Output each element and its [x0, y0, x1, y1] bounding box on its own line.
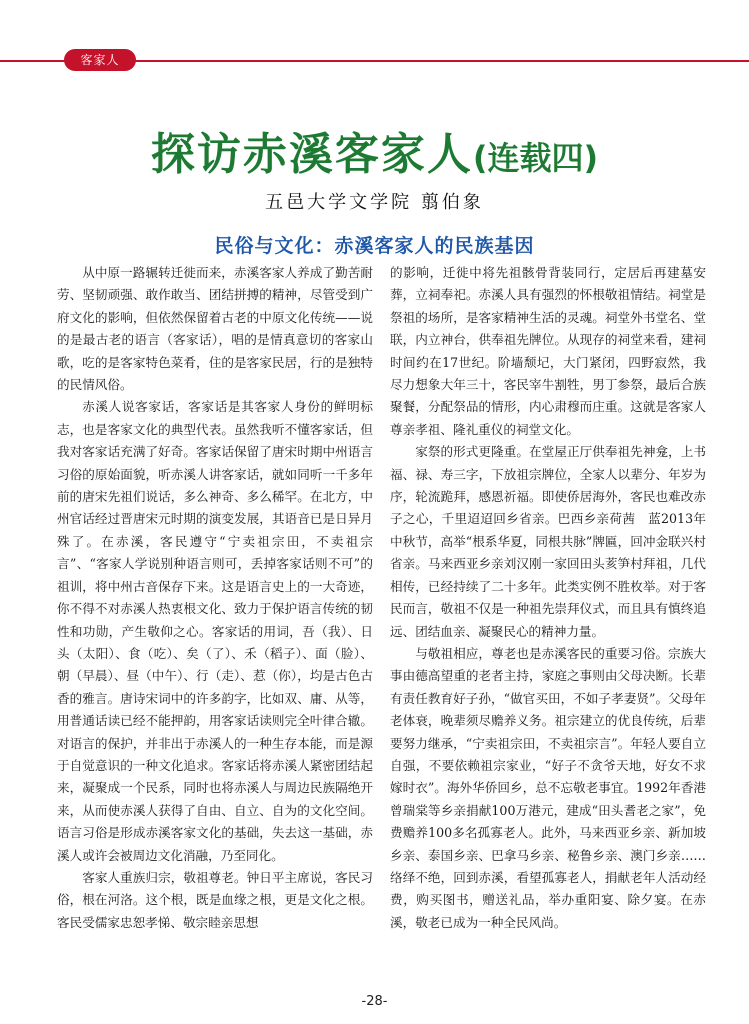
column-tag: 客家人: [64, 49, 136, 71]
paragraph: 家祭的形式更隆重。在堂屋正厅供奉祖先神龛，上书福、禄、寿三字，下放祖宗牌位，全家人以辈分、年岁为序，轮流跪拜，感恩祈福。即使侨居海外，客民也难改赤子之心，千里迢迢回乡省亲。巴西乡亲荷茜 蓝2013年中秋节，高举“根系华夏，同根共脉”牌匾，回冲金联兴村省亲。马来西亚乡亲刘汉刚一家回田头荄笋村拜祖，几代相传，已经持续了二十多年。此类实例不胜枚举。对于客民而言，敬祖不仅是一种祖先崇拜仪式，而且具有慎终追远、团结血亲、凝聚民心的精神力量。: [390, 444, 706, 639]
paragraph: 赤溪人说客家话，客家话是其客家人身份的鲜明标志，也是客家文化的典型代表。虽然我听不懂客家话，但我对客家话充满了好奇。客家话保留了唐宋时期中州语言习俗的原始面貌，听赤溪人讲客家话，就如同听一千多年前的唐宋先祖们说话，多么神奇、多么稀罕。在北方，中州官话经过晋唐宋元时期的演变发展，其语音已是日异月殊了。在赤溪，客民遵守“宁卖祖宗田，不卖祖宗言”、“客家人学说别种语言则可，丢掉客家话则不可”的祖训，将中州古音保存下来。这是语言史上的一大奇迹，你不得不对赤溪人热衷根文化、致力于保护语言传统的韧性和功勋，产生敬仰之心。客家话的用词，吾（我）、日头（太阳）、食（吃）、矣（了）、禾（稻子）、面（脸）、朝（早晨）、昼（中午）、行（走）、惹（你），均是古色古香的雅言。唐诗宋词中的许多韵字，比如双、庸、从等，用普通话读已经不能押韵，用客家话读则完全叶律合辙。对语言的保护，并非出于赤溪人的一种生存本能，而是源于自觉意识的一种文化追求。客家话将赤溪人紧密团结起来，凝聚成一个民系，同时也将赤溪人与周边民族隔绝开来，从而使赤溪人获得了自由、自立、自为的文化空间。语言习俗是形成赤溪客家文化的基础，失去这一基础，赤溪人或许会被周边文化消融，乃至同化。: [57, 399, 373, 863]
paragraph: 与敬祖相应，尊老也是赤溪客民的重要习俗。宗族大事由德高望重的老者主持，家庭之事则由父母决断。长辈有责任教育好子孙，“做官买田，不如子孝妻贤”。父母年老体衰，晚辈须尽赡养义务。祖宗建立的优良传统，后辈要努力继承，“宁卖祖宗田，不卖祖宗言”。年轻人要自立自强，不要依赖祖宗家业，“好子不贪爷天地，好女不求嫁时衣”。海外华侨回乡，总不忘敬老事宜。1992年香港曾瑞棠等乡亲捐献100万港元，建成“田头耆老之家”，免费赡养100多名孤寡老人。此外，马来西亚乡亲、新加坡乡亲、泰国乡亲、巴拿马乡亲、秘鲁乡亲、澳门乡亲……络绎不绝，回到赤溪，看望孤寡老人，捐献老年人活动经费，购买图书，赠送礼品，举办重阳宴、除夕宴。在赤溪，敬老已成为一种全民风尚。: [390, 645, 706, 930]
section-heading: 民俗与文化：赤溪客家人的民族基因: [214, 235, 535, 257]
left-column: [57, 262, 373, 934]
right-column: [390, 262, 706, 934]
paragraph: 从中原一路辗转迁徙而来，赤溪客家人养成了勤苦耐劳、坚韧顽强、敢作敢当、团结拼搏的精神，尽管受到广府文化的影响，但依然保留着古老的中原文化传统——说的是最古老的语言（客家话），唱的是情真意切的客家山歌，吃的是客家特色菜肴，住的是客家民居，行的是独特的民情风俗。: [57, 265, 373, 393]
article-title-main: 探访赤溪客家人: [150, 129, 473, 180]
page-number: -28-: [361, 994, 388, 1009]
article-title-suffix: (连载四): [472, 139, 599, 177]
article-author: 五邑大学文学院 翦伯象: [265, 192, 484, 213]
article-title: [0, 118, 749, 182]
paragraph: 客家人重族归宗，敬祖尊老。钟日平主席说，客民习俗，根在河洛。这个根，既是血缘之根，更是文化之根。客民受儒家忠恕孝悌、敬宗睦亲思想: [57, 869, 373, 930]
paragraph: 的影响，迁徙中将先祖骸骨背装同行，定居后再建墓安葬，立祠奉祀。赤溪人具有强烈的怀根敬祖情结。祠堂是祭祖的场所，是客家精神生活的灵魂。祠堂外书堂名、堂联，内立神台，供奉祖先牌位。从现存的祠堂来看，建祠时间约在17世纪。阶墙颓圮，大门紧闭，四野寂然，我尽力想象大年三十，客民宰牛割牲，男丁参祭，最后合族聚餐，分配祭品的情形，内心肃穆而庄重。这就是客家人尊亲孝祖、隆礼重仪的祠堂文化。: [390, 265, 706, 437]
